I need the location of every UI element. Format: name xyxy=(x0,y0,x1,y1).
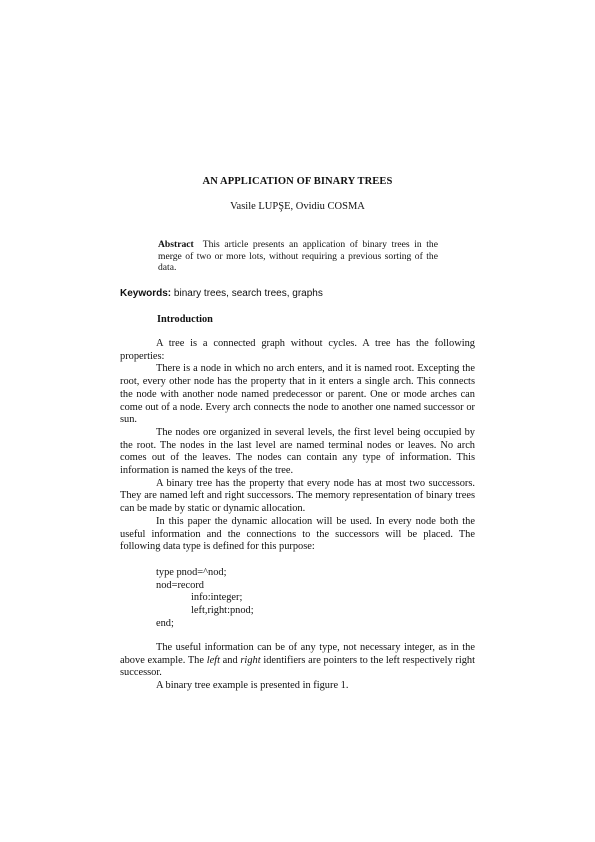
paragraph: A binary tree example is presented in figure 1. xyxy=(156,680,349,692)
paper-authors: Vasile LUPŞE, Ovidiu COSMA xyxy=(230,201,365,212)
code-listing xyxy=(156,567,254,631)
paragraph xyxy=(120,642,475,680)
abstract-block xyxy=(158,239,438,274)
keywords-line xyxy=(120,288,323,299)
after-code-body xyxy=(120,642,475,693)
identifier-left: left xyxy=(206,654,220,666)
abstract-label: Abstract xyxy=(158,239,194,250)
keywords-text: binary trees, search trees, graphs xyxy=(173,288,323,299)
paper-title: AN APPLICATION OF BINARY TREES xyxy=(202,176,393,187)
abstract-text: This article presents an application of binary trees in the merge of two or more lots, without requiring a previous sorting of the data. xyxy=(158,239,438,274)
paragraph-text: and xyxy=(219,654,241,666)
paragraph: There is a node in which no arch enters, and it is named root. Excepting the root, every other node has the property that in it enters a single arch. This connects the node with another node named predecessor or parent. One or mode arches can come out of a node. Every arch connects the node to another one named successor or sun. xyxy=(120,363,475,426)
paragraph: In this paper the dynamic allocation will be used. In every node both the useful information and the connections to the successors will be placed. The following data type is defined for this purpose: xyxy=(120,515,475,553)
paragraph: A tree is a connected graph without cycles. A tree has the following properties: xyxy=(120,338,475,362)
introduction-body xyxy=(120,338,475,554)
paragraph: A binary tree has the property that every node has at most two successors. They are named left and right successors. The memory representation of binary trees can be made by static or dynamic allocation. xyxy=(120,477,475,515)
code-line: left,right:pnod; xyxy=(191,605,254,617)
paragraph-text: The useful information can be of any type, not necessary integer, as in the above example. The xyxy=(120,642,475,666)
code-line: end; xyxy=(156,617,174,629)
paragraph-text: identifiers are pointers to the left respectively right successor. xyxy=(120,654,475,679)
keywords-label: Keywords: xyxy=(120,288,172,299)
code-line: nod=record xyxy=(156,579,204,591)
paragraph: The nodes ore organized in several levels, the first level being occupied by the root. The nodes in the last level are named terminal nodes or leaves. No arch comes out of the leaves. The nodes can contain any type of information. This information is named the keys of the tree. xyxy=(120,426,475,477)
identifier-right: right xyxy=(240,654,261,666)
code-line: type pnod=^nod; xyxy=(156,567,227,578)
section-heading-introduction: Introduction xyxy=(157,314,213,325)
code-line: info:integer; xyxy=(191,592,243,604)
